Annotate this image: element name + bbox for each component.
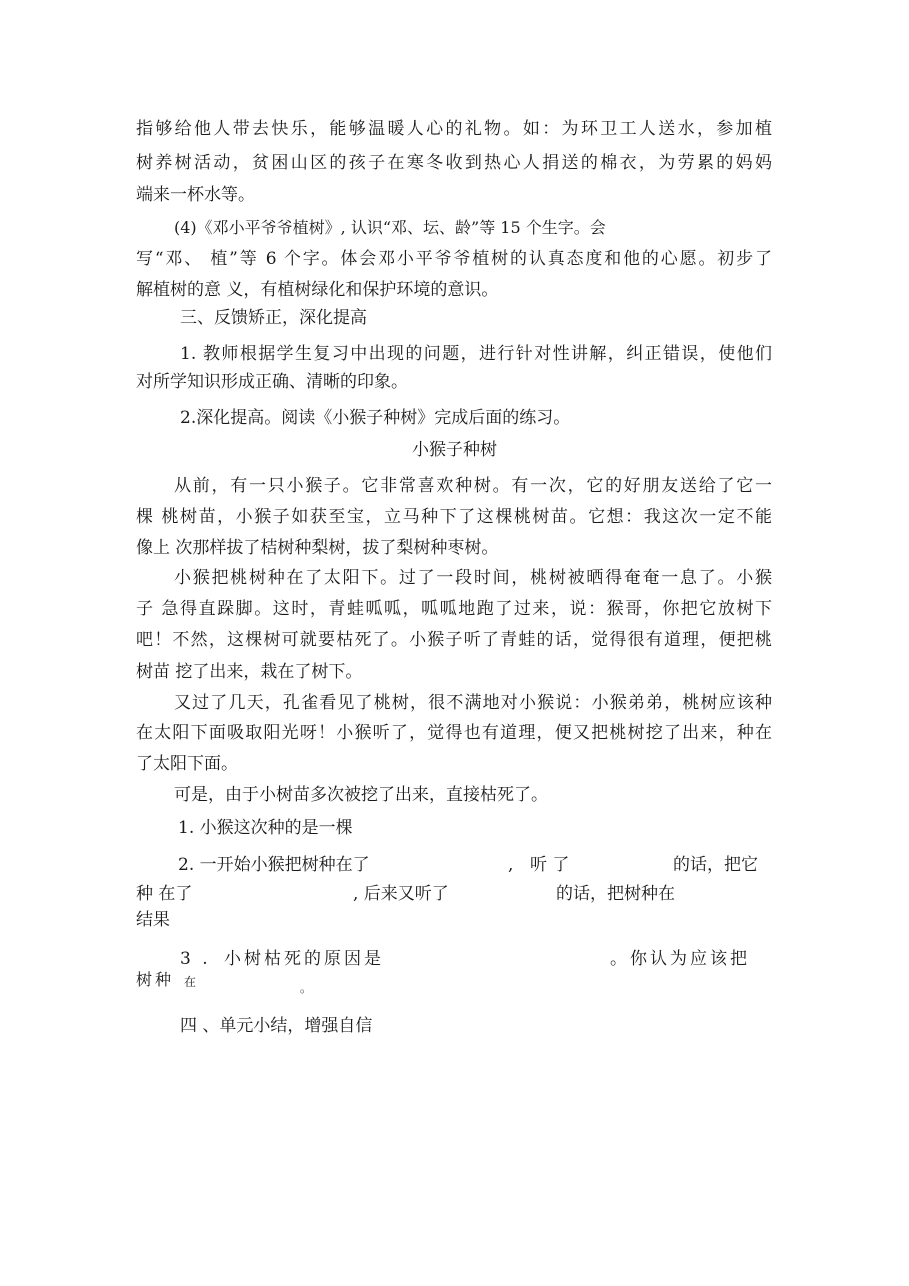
- question-2-part: ,: [508, 855, 514, 875]
- question-2-part: 的话，把树种在: [556, 884, 675, 904]
- paragraph-line: 2.深化提高。阅读《小猴子种树》完成后面的练习。: [180, 408, 571, 428]
- story-line: 子 急得直跺脚。这时，青蛙呱呱，呱呱地跑了过来，说：猴哥，你把它放树下: [136, 599, 772, 619]
- paragraph-line: 对所学知识形成正确、清晰的印象。: [136, 372, 408, 392]
- section-heading: 四 、单元小结，增强自信: [180, 1016, 373, 1036]
- story-line: 又过了几天，孔雀看见了桃树，很不满地对小猴说：小猴弟弟，桃树应该种: [174, 693, 772, 713]
- question-3-part: 小树枯死的原因是: [224, 949, 384, 969]
- story-line: 可是，由于小树苗多次被挖了出来，直接枯死了。: [174, 785, 548, 805]
- paragraph-line: 解植树的意 义，有植树绿化和保护环境的意识。: [136, 280, 499, 300]
- paragraph-line: (4)《邓小平爷爷植树》, 认识“邓、坛、龄”等 15 个生字。会: [174, 218, 606, 237]
- paragraph-line: 写“邓、 植”等 6 个字。体会邓小平爷爷植树的认真态度和他的心愿。初步了: [136, 249, 772, 269]
- question-2-part: 种 在了: [136, 884, 193, 904]
- story-line: 从前，有一只小猴子。它非常喜欢种树。有一次，它的好朋友送给了它一: [174, 476, 772, 496]
- question-2-part: 听 了: [530, 855, 570, 875]
- question-2-part: , 后来又听了: [353, 884, 449, 904]
- question-3-part: 。你认为应该把: [610, 949, 750, 969]
- question-3-part: 3 .: [180, 949, 211, 969]
- paragraph-line: 树养树活动，贫困山区的孩子在寒冬收到热心人捐送的棉衣，为劳累的妈妈: [136, 153, 772, 173]
- question-3-part: 树种: [136, 970, 175, 989]
- question-1: 1. 小猴这次种的是一棵: [178, 818, 353, 838]
- paragraph-line: 指够给他人带去快乐，能够温暖人心的礼物。如：为环卫工人送水，参加植: [136, 119, 772, 139]
- story-line: 在太阳下面吸取阳光呀！小猴听了，觉得也有道理，便又把桃树挖了出来，种在: [136, 723, 772, 743]
- story-line: 了太阳下面。: [136, 754, 238, 774]
- question-2-part: 结果: [136, 910, 170, 930]
- question-3-part: 在: [184, 975, 197, 989]
- paragraph-line: 端来一杯水等。: [136, 185, 255, 205]
- story-line: 树苗 挖了出来，栽在了树下。: [136, 662, 363, 682]
- story-line: 棵 桃树苗，小猴子如获至宝，立马种下了这棵桃树苗。它想：我这次一定不能: [136, 507, 772, 527]
- question-2-part: 2. 一开始小猴把树种在了: [178, 855, 370, 875]
- story-title: 小猴子种树: [412, 440, 497, 460]
- paragraph-line: 1. 教师根据学生复习中出现的问题，进行针对性讲解，纠正错误，使他们: [180, 344, 772, 364]
- story-line: 小猴把桃树种在了太阳下。过了一段时间，桃树被晒得奄奄一息了。小猴: [174, 568, 772, 588]
- story-line: 吧！不然，这棵树可就要枯死了。小猴子听了青蛙的话，觉得很有道理，便把桃: [136, 630, 772, 650]
- story-line: 像上 次那样拔了桔树种梨树，拔了梨树种枣树。: [136, 538, 499, 558]
- question-3-part: 。: [300, 981, 313, 995]
- section-heading: 三、反馈矫正，深化提高: [180, 308, 367, 328]
- question-2-part: 的话，把它: [673, 855, 758, 875]
